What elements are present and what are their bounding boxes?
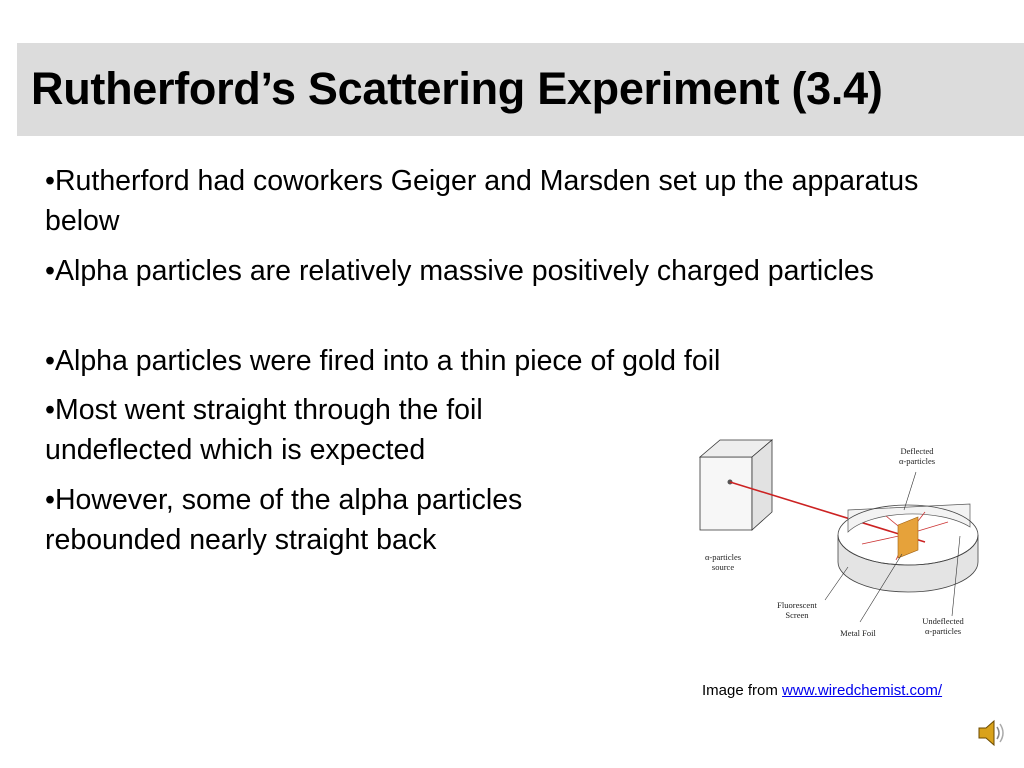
bullet-item: •However, some of the alpha particles rebounded nearly straight back — [45, 484, 523, 556]
label-deflected: Deflected — [900, 446, 934, 456]
label-metal-foil: Metal Foil — [840, 628, 876, 638]
bullet-item: •Alpha particles are relatively massive positively charged particles — [45, 255, 874, 287]
label-undeflected: Undeflected — [922, 616, 964, 626]
title-bar — [17, 43, 1024, 136]
image-credit-prefix: Image from — [702, 682, 783, 699]
bullet-item: •Most went straight through the foil undeflected which is expected — [45, 394, 483, 466]
image-credit — [702, 682, 942, 699]
gold-foil — [898, 517, 918, 558]
label-undeflected-particles: α-particles — [924, 626, 962, 636]
label-fluorescent: Fluorescent — [777, 600, 817, 610]
alpha-source-box — [700, 440, 772, 530]
label-deflected-particles: α-particles — [898, 456, 936, 466]
label-source: source — [711, 562, 735, 572]
scattering-apparatus-diagram — [690, 432, 990, 652]
label-screen: Screen — [785, 610, 809, 620]
speaker-icon[interactable] — [976, 716, 1008, 750]
bullet-item: •Rutherford had coworkers Geiger and Marsden set up the apparatus below — [45, 165, 919, 237]
bullet-item: •Alpha particles were fired into a thin piece of gold foil — [45, 345, 721, 377]
label-pointers — [825, 472, 960, 622]
label-source-particles: α-particles — [704, 552, 742, 562]
slide-title: Rutherford’s Scattering Experiment (3.4) — [31, 63, 883, 114]
image-credit-link[interactable]: www.wiredchemist.com/ — [782, 682, 943, 699]
